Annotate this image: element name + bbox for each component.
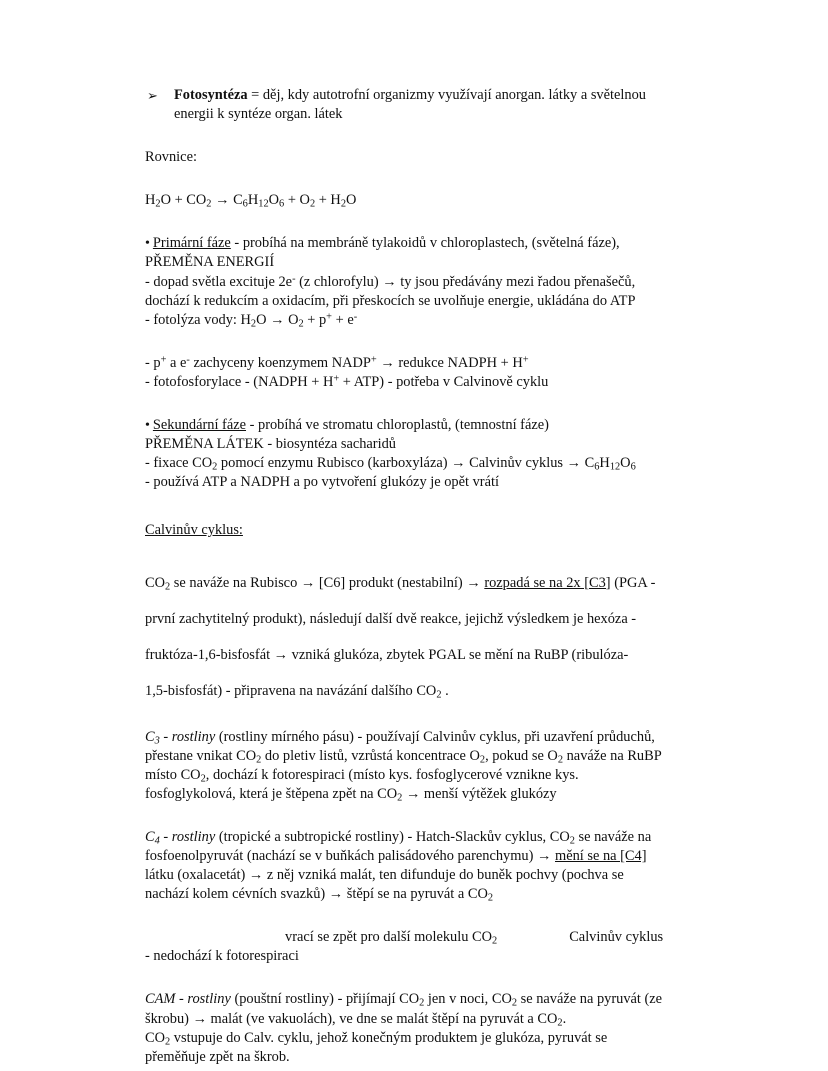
cam-plants-line-2: škrobu) → malát (ve vakuolách), ve dne se malát štěpí na pyruvát a $CO_2$. (145, 1010, 567, 1028)
cam-plants-line-3: $CO_2$ vstupuje do Calv. cyklu, jehož konečným produktem je glukóza, pyruvát se (145, 1029, 608, 1047)
definition-text-1: = děj, kdy autotrofní organizmy využívají anorgan. látky a světelnou (247, 87, 646, 103)
c3-plants-line-4: fosfoglykolová, která je štěpena zpět na $CO_2$ → menší výtěžek glukózy (145, 785, 557, 804)
c3-plants-line-1: $C_3$ - rostliny (rostliny mírného pásu) - používají Calvinův cyklus, při uzavření průduchů, (145, 728, 655, 746)
c4-return-line: vrací se zpět pro další molekulu $CO_2$ Calvinův cyklus (285, 929, 664, 947)
calvin-cycle-highlight-c3: rozpadá se na 2x [C3] (484, 574, 611, 591)
definition-line-1 (174, 86, 710, 105)
cam-plants-line-4: přeměňuje zpět na škrob. (145, 1048, 290, 1065)
calvin-cycle-line-3: fruktóza-1,6-bisfosfát → vzniká glukóza, zbytek PGAL se mění na RuBP (ribulóza- (145, 646, 629, 663)
secondary-phase-heading: • Sekundární fáze - probíhá ve stromatu chloroplastů, (temnostní fáze) (145, 417, 549, 434)
c3-plants-line-3: místo $CO_2$, dochází k fotorespiraci (místo kys. fosfoglycerové vznikne kys. (145, 766, 579, 784)
c4-plants-line-3: látku (oxalacetát) → z něj vzniká malát, ten difunduje do buněk pochvy (pochva se (145, 867, 624, 884)
primary-phase-nadp: - p+ a e- zachyceny koenzymem NADP+ → redukce NADPH + H+ (145, 354, 529, 371)
primary-phase-excitation: - dopad světla excituje 2e- (z chlorofylu) → ty jsou předávány mezi řadou přenašečů, (145, 273, 636, 290)
primary-phase-redox: dochází k redukcím a oxidacím, při přeskocích se uvolňuje energie, ukládána do ATP (145, 292, 636, 309)
c4-label: $C_4$ (145, 828, 160, 847)
c3-plants-section (145, 728, 710, 804)
primary-phase-photophosphorylation: - fotofosforylace - (NADPH + H+ + ATP) - potřeba v Calvinově cyklu (145, 373, 549, 390)
photosynthesis-equation: $H_2O + CO_2 \to C_6H_{12}O_6 + O_2 + H_2O$ (145, 192, 357, 210)
secondary-phase-fixation: - fixace $CO_2$ pomocí enzymu Rubisco (karboxyláza) → Calvinův cyklus → $C_6H_{12}O_6$ (145, 455, 636, 473)
calvin-cycle-line-4: 1,5-bisfosfát) - připravena na navázání dalšího $CO_2$ . (145, 682, 449, 700)
cam-label: CAM (145, 991, 176, 1008)
definition-bullet-item (145, 86, 710, 124)
c4-plants-highlight-c4: mění se na [C4] (555, 847, 647, 864)
primary-phase-photolysis: - fotolýza vody: $H_2O \to O_2 + p^+ + e^-$ (145, 311, 358, 330)
c4-plants-line-2: fosfoenolpyruvát (nachází se v buňkách palisádového parenchymu) → mění se na [C4] (145, 847, 647, 864)
c4-no-photorespiration: - nedochází k fotorespiraci (145, 948, 299, 965)
c4-plants-line-4: nachází kolem cévních svazků) → štěpí se na pyruvát a $CO_2$ (145, 886, 494, 904)
secondary-phase-title: Sekundární fáze (152, 417, 247, 434)
term-fotosynteza: Fotosyntéza (174, 87, 248, 103)
cam-plants-section (145, 990, 710, 1066)
c3-plants-line-2: přestane vnikat $CO_2$ do pletiv listů, vzrůstá koncentrace $O_2$, pokud se $O_2$ naváže na RuBP (145, 747, 662, 765)
c4-plants-line-1: $C_4$ - rostliny (tropické a subtropické rostliny) - Hatch-Slackův cyklus, $CO_2$ se naváže na (145, 828, 652, 847)
primary-phase-subtitle: PŘEMĚNA ENERGIÍ (145, 254, 275, 271)
document-body (145, 86, 710, 1067)
calvin-cycle-line-2: první zachytitelný produkt), následují další dvě reakce, jejichž výsledkem je hexóza - (145, 610, 637, 627)
c3-label: $C_3$ (145, 728, 160, 746)
equation-label: Rovnice: (145, 149, 197, 166)
c4-plants-section (145, 828, 710, 904)
calvin-cycle-description (145, 565, 710, 709)
arrow-bullet-icon: ➢ (147, 88, 158, 103)
calvin-cycle-line-1: $CO_2$ se naváže na Rubisco → [C6] produkt (nestabilní) → rozpadá se na 2x [C3] (PGA - (145, 574, 656, 592)
dot-bullet-icon: • (145, 418, 150, 434)
secondary-phase-uses: - používá ATP a NADPH a po vytvoření glukózy je opět vrátí (145, 474, 499, 491)
definition-line-2: energii k syntéze organ. látek (174, 106, 343, 123)
primary-phase-heading: • Primární fáze - probíhá na membráně tylakoidů v chloroplastech, (světelná fáze), (145, 235, 620, 252)
primary-phase-title: Primární fáze (152, 235, 231, 252)
cam-plants-line-1: CAM - rostliny (pouštní rostliny) - přijímají $CO_2$ jen v noci, $CO_2$ se naváže na pyruvát (ze (145, 991, 663, 1009)
dot-bullet-icon: • (145, 236, 150, 252)
calvin-cycle-heading: Calvinův cyklus: (145, 522, 243, 539)
secondary-phase-subtitle: PŘEMĚNA LÁTEK - biosyntéza sacharidů (145, 436, 396, 453)
